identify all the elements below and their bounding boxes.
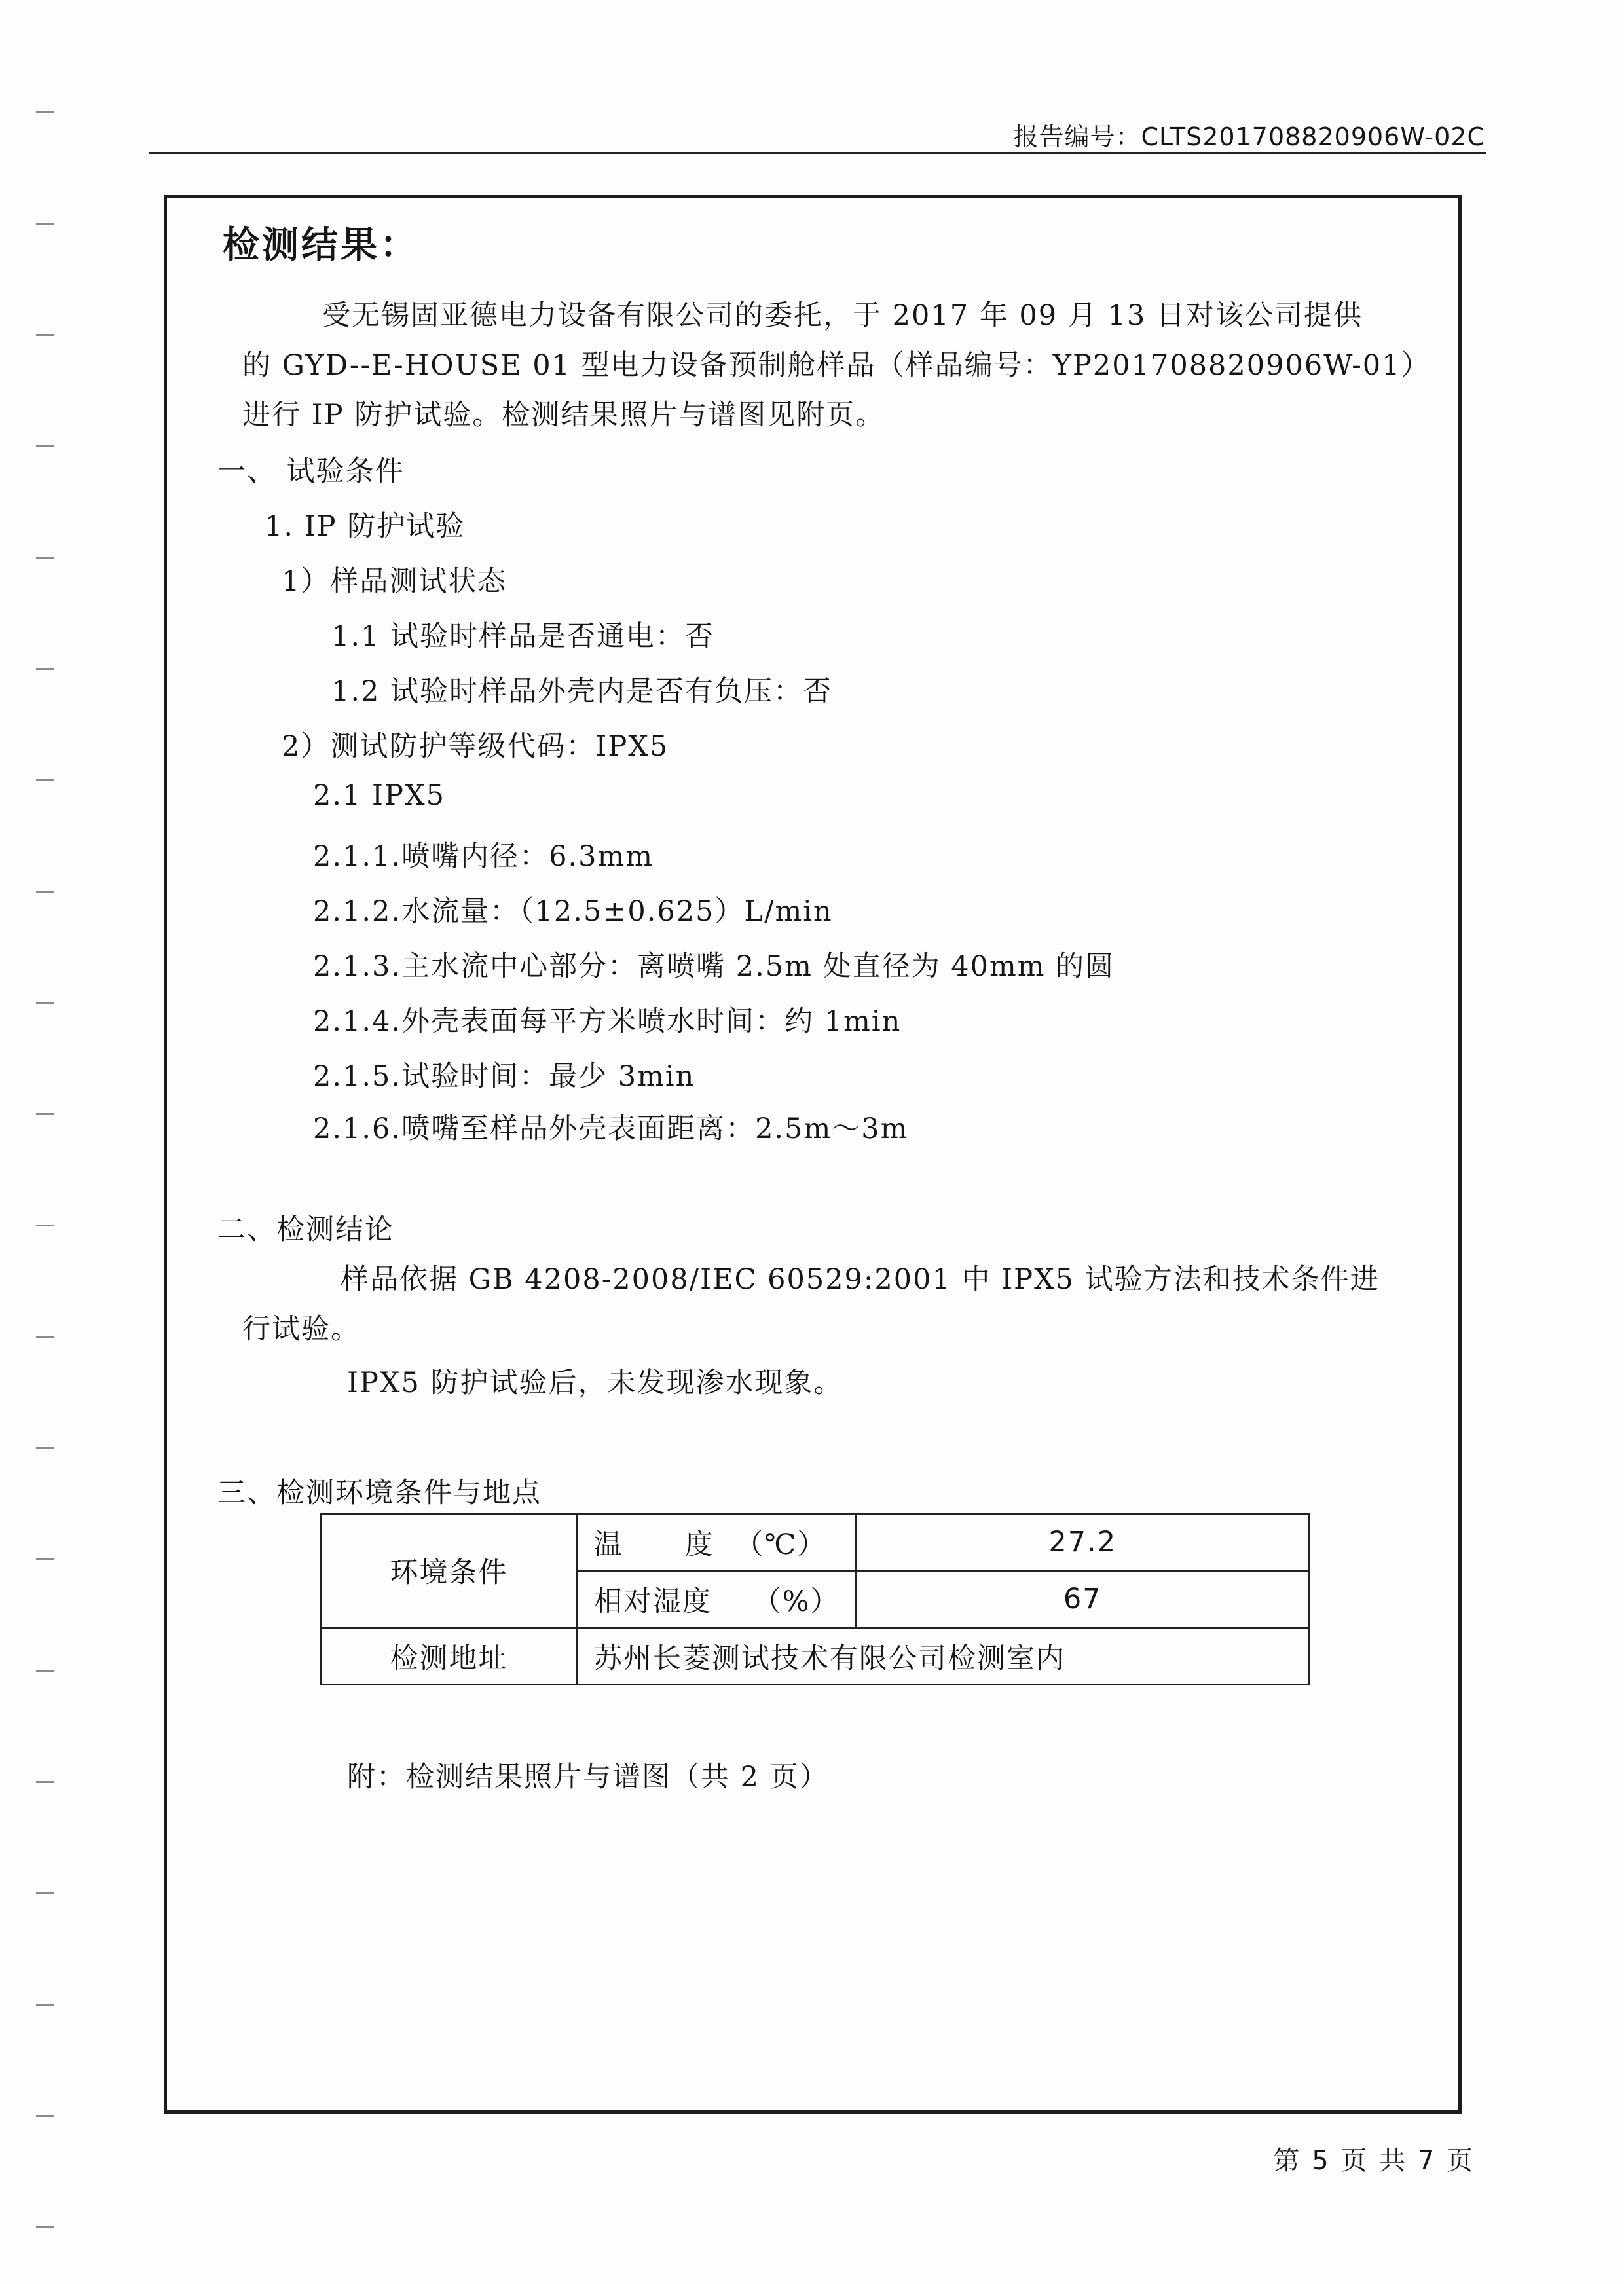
margin-tick [36, 1558, 54, 1560]
section-1-sub-1: 1. IP 防护试验 [265, 510, 466, 543]
section-2-heading: 二、检测结论 [217, 1213, 394, 1246]
humidity-value: 67 [857, 1571, 1309, 1628]
condition-item-2-1-2: 2.1.2.水流量：（12.5±0.625）L/min [313, 895, 833, 928]
margin-tick [36, 1336, 54, 1338]
section-1-heading: 一、 试验条件 [217, 455, 405, 488]
address-value: 苏州长菱测试技术有限公司检测室内 [577, 1628, 1308, 1685]
margin-tick [36, 334, 54, 336]
condition-item-1: 1）样品测试状态 [282, 565, 507, 598]
condition-item-2-1: 2.1 IPX5 [313, 779, 445, 812]
margin-tick [36, 1781, 54, 1783]
environment-table [320, 1513, 1310, 1685]
header-divider [149, 152, 1486, 154]
conclusion-line-1: 样品依据 GB 4208-2008/IEC 60529:2001 中 IPX5 试验方法和技术条件进 [341, 1263, 1380, 1296]
margin-tick [36, 223, 54, 225]
margin-tick [36, 2226, 54, 2228]
humidity-label: 相对湿度 （%） [577, 1571, 857, 1628]
intro-line-2: 的 GYD--E-HOUSE 01 型电力设备预制舱样品（样品编号：YP201708820906W-01） [242, 349, 1431, 382]
condition-item-1-2: 1.2 试验时样品外壳内是否有负压：否 [331, 675, 833, 708]
conclusion-line-3: IPX5 防护试验后，未发现渗水现象。 [347, 1367, 843, 1399]
intro-line-3: 进行 IP 防护试验。检测结果照片与谱图见附页。 [242, 399, 885, 432]
page-title: 检测结果： [223, 224, 419, 267]
env-condition-label: 环境条件 [321, 1514, 578, 1628]
intro-line-1: 受无锡固亚德电力设备有限公司的委托，于 2017 年 09 月 13 日对该公司提供 [322, 299, 1363, 332]
margin-tick [36, 1892, 54, 1894]
margin-tick [36, 111, 54, 113]
margin-tick [36, 557, 54, 559]
table-row [321, 1514, 1309, 1571]
condition-item-1-1: 1.1 试验时样品是否通电：否 [331, 620, 715, 653]
condition-item-2-1-3: 2.1.3.主水流中心部分：离喷嘴 2.5m 处直径为 40mm 的圆 [313, 950, 1115, 983]
page-number: 第 5 页 共 7 页 [1273, 2146, 1475, 2176]
margin-tick [36, 891, 54, 893]
margin-tick [36, 1113, 54, 1115]
conclusion-line-2: 行试验。 [242, 1313, 360, 1346]
condition-item-2-1-1: 2.1.1.喷嘴内径：6.3mm [313, 840, 654, 873]
condition-item-2-1-4: 2.1.4.外壳表面每平方米喷水时间：约 1min [313, 1005, 902, 1038]
section-3-heading: 三、检测环境条件与地点 [217, 1477, 542, 1509]
condition-item-2-1-6: 2.1.6.喷嘴至样品外壳表面距离：2.5m～3m [313, 1113, 909, 1145]
margin-tick [36, 779, 54, 781]
margin-tick [36, 2115, 54, 2117]
table-row [321, 1628, 1309, 1685]
condition-item-2-1-5: 2.1.5.试验时间：最少 3min [313, 1060, 695, 1093]
condition-item-2: 2）测试防护等级代码：IPX5 [282, 730, 669, 763]
attachment-note: 附：检测结果照片与谱图（共 2 页） [347, 1761, 829, 1794]
margin-tick [36, 1002, 54, 1004]
margin-tick [36, 668, 54, 670]
margin-tick [36, 445, 54, 447]
temperature-value: 27.2 [857, 1514, 1309, 1571]
margin-tick [36, 1670, 54, 1672]
report-number: 报告编号：CLTS201708820906W-02C [1013, 122, 1485, 151]
address-label: 检测地址 [321, 1628, 578, 1685]
margin-tick [36, 1447, 54, 1449]
margin-tick [36, 2004, 54, 2006]
margin-tick [36, 1225, 54, 1226]
temperature-label: 温 度 （℃） [577, 1514, 857, 1571]
